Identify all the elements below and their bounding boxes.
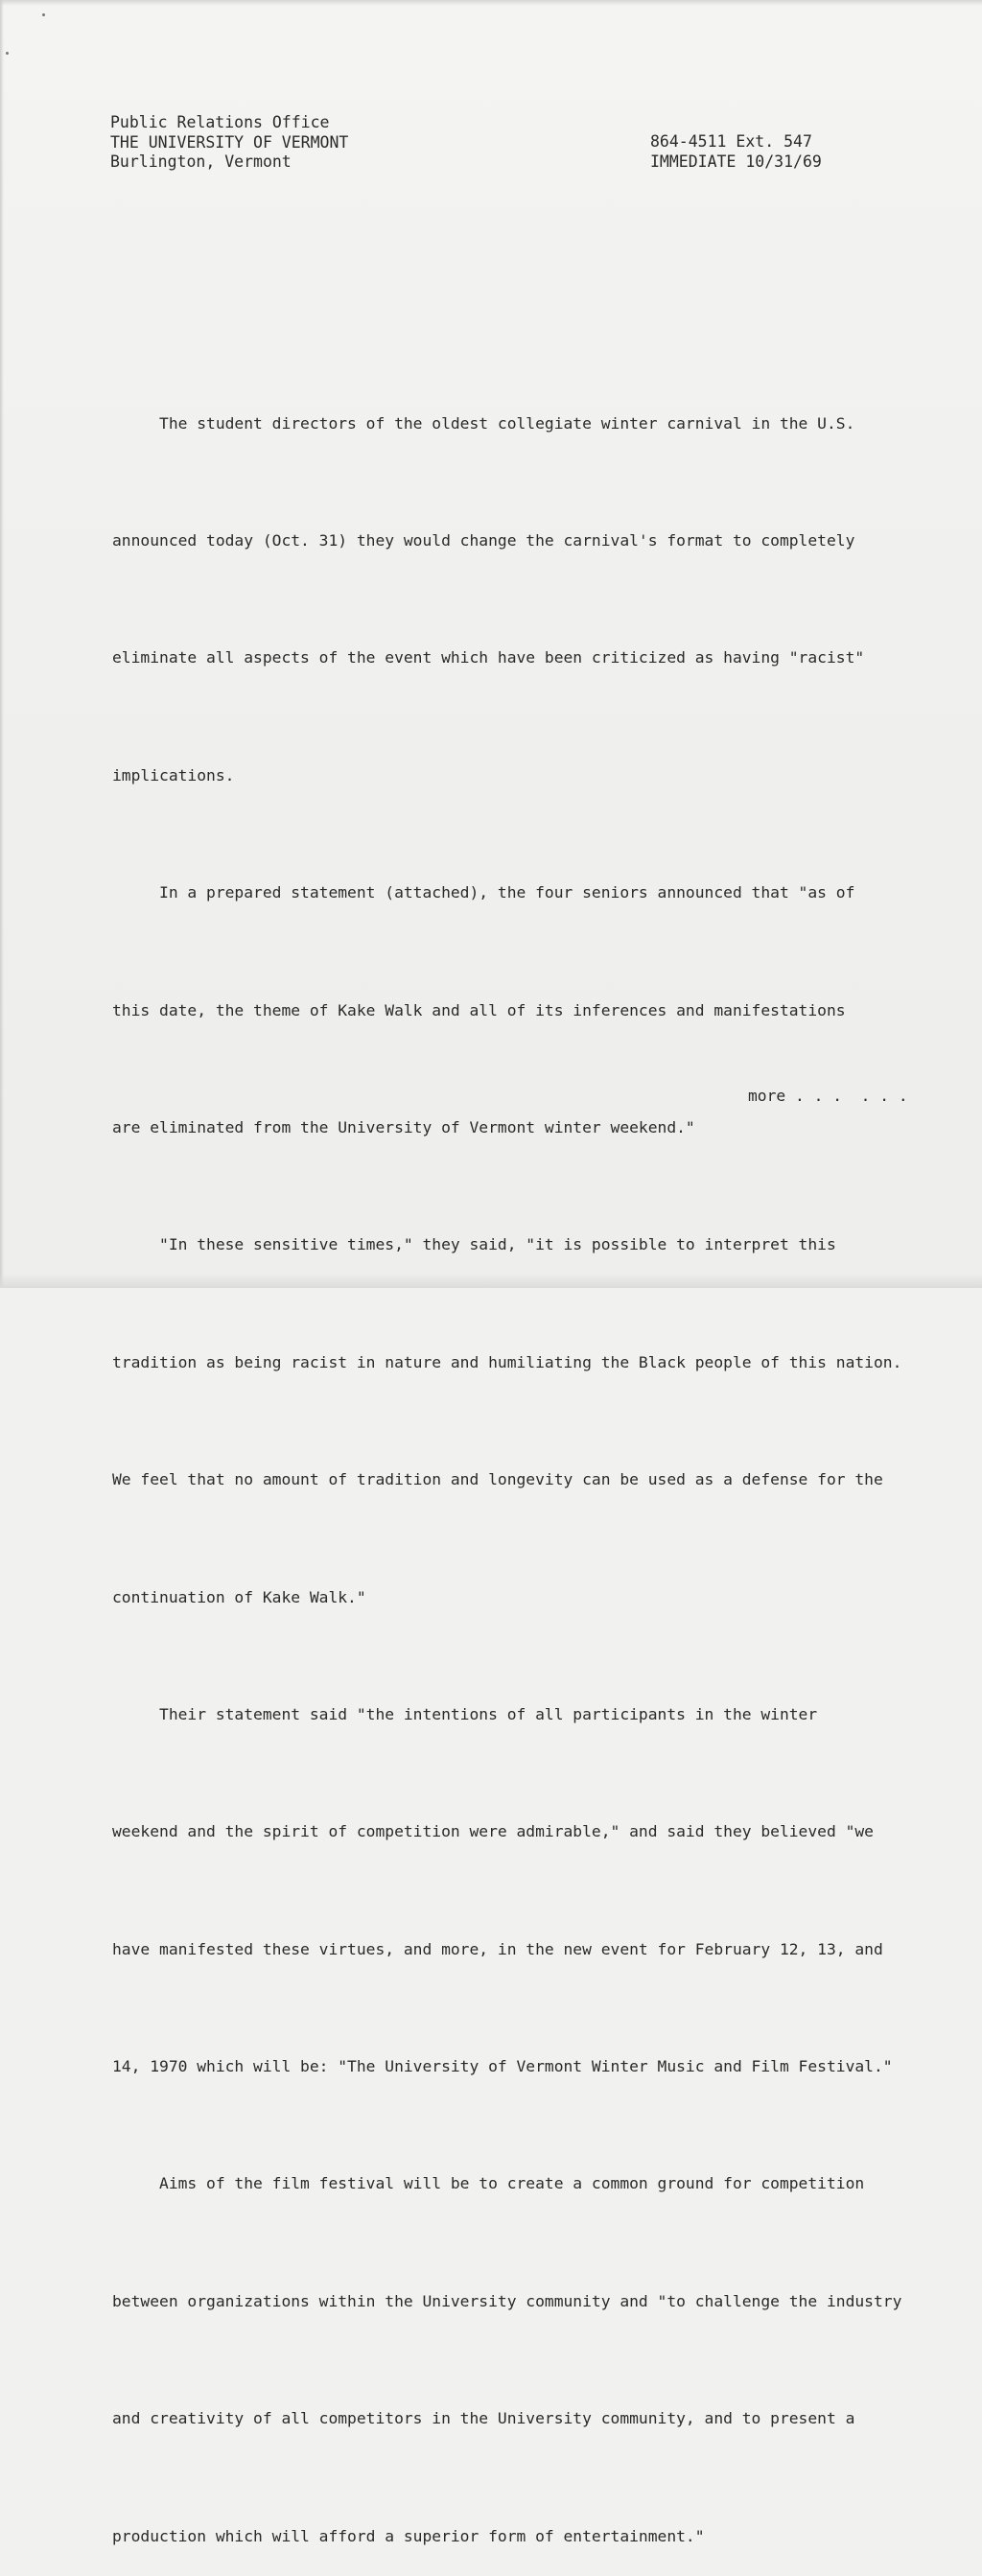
- body-line: have manifested these virtues, and more, in the new event for February 12, 13, and: [112, 1939, 883, 1958]
- body-line: tradition as being racist in nature and humiliating the Black people of this nation.: [112, 1352, 902, 1371]
- body-line: and creativity of all competitors in the University community, and to present a: [112, 2409, 855, 2428]
- body-line: In a prepared statement (attached), the four seniors announced that "as of: [112, 883, 855, 902]
- paper-speck: [6, 52, 9, 55]
- body-line: Aims of the film festival will be to create a common ground for competition: [112, 2174, 865, 2193]
- body-line: "In these sensitive times," they said, "it is possible to interpret this: [112, 1235, 836, 1254]
- press-release-body: [112, 326, 927, 2576]
- body-line: this date, the theme of Kake Walk and all of its inferences and manifestations: [112, 1000, 846, 1019]
- body-line: continuation of Kake Walk.": [112, 1587, 366, 1606]
- sender-office: Public Relations Office: [110, 113, 330, 131]
- release-info: [650, 132, 822, 172]
- sender-block: [110, 113, 348, 173]
- body-line: production which will afford a superior form of entertainment.": [112, 2526, 705, 2545]
- body-line: eliminate all aspects of the event which have been criticized as having "racist": [112, 648, 865, 667]
- body-line: implications.: [112, 765, 235, 785]
- phone-extension: 864-4511 Ext. 547: [650, 132, 812, 151]
- sender-institution: THE UNIVERSITY OF VERMONT: [110, 132, 349, 152]
- release-date: IMMEDIATE 10/31/69: [650, 152, 822, 171]
- body-line: 14, 1970 which will be: "The University of Vermont Winter Music and Film Festival.": [112, 2057, 893, 2076]
- page-edge-left: [0, 0, 4, 1288]
- page-edge-top: [0, 0, 982, 6]
- body-line: The student directors of the oldest collegiate winter carnival in the U.S.: [112, 413, 855, 433]
- body-line: weekend and the spirit of competition were admirable," and said they believed "we: [112, 1822, 874, 1841]
- body-line: between organizations within the University community and "to challenge the industry: [112, 2291, 902, 2310]
- body-line: Their statement said "the intentions of all participants in the winter: [112, 1704, 818, 1723]
- paper-speck: [42, 13, 45, 16]
- body-line: announced today (Oct. 31) they would change the carnival's format to completely: [112, 530, 855, 550]
- continued-indicator: more . . . . . .: [748, 1087, 908, 1105]
- sender-location: Burlington, Vermont: [110, 152, 292, 171]
- body-line: We feel that no amount of tradition and longevity can be used as a defense for the: [112, 1470, 883, 1489]
- body-line: are eliminated from the University of Vermont winter weekend.": [112, 1117, 695, 1136]
